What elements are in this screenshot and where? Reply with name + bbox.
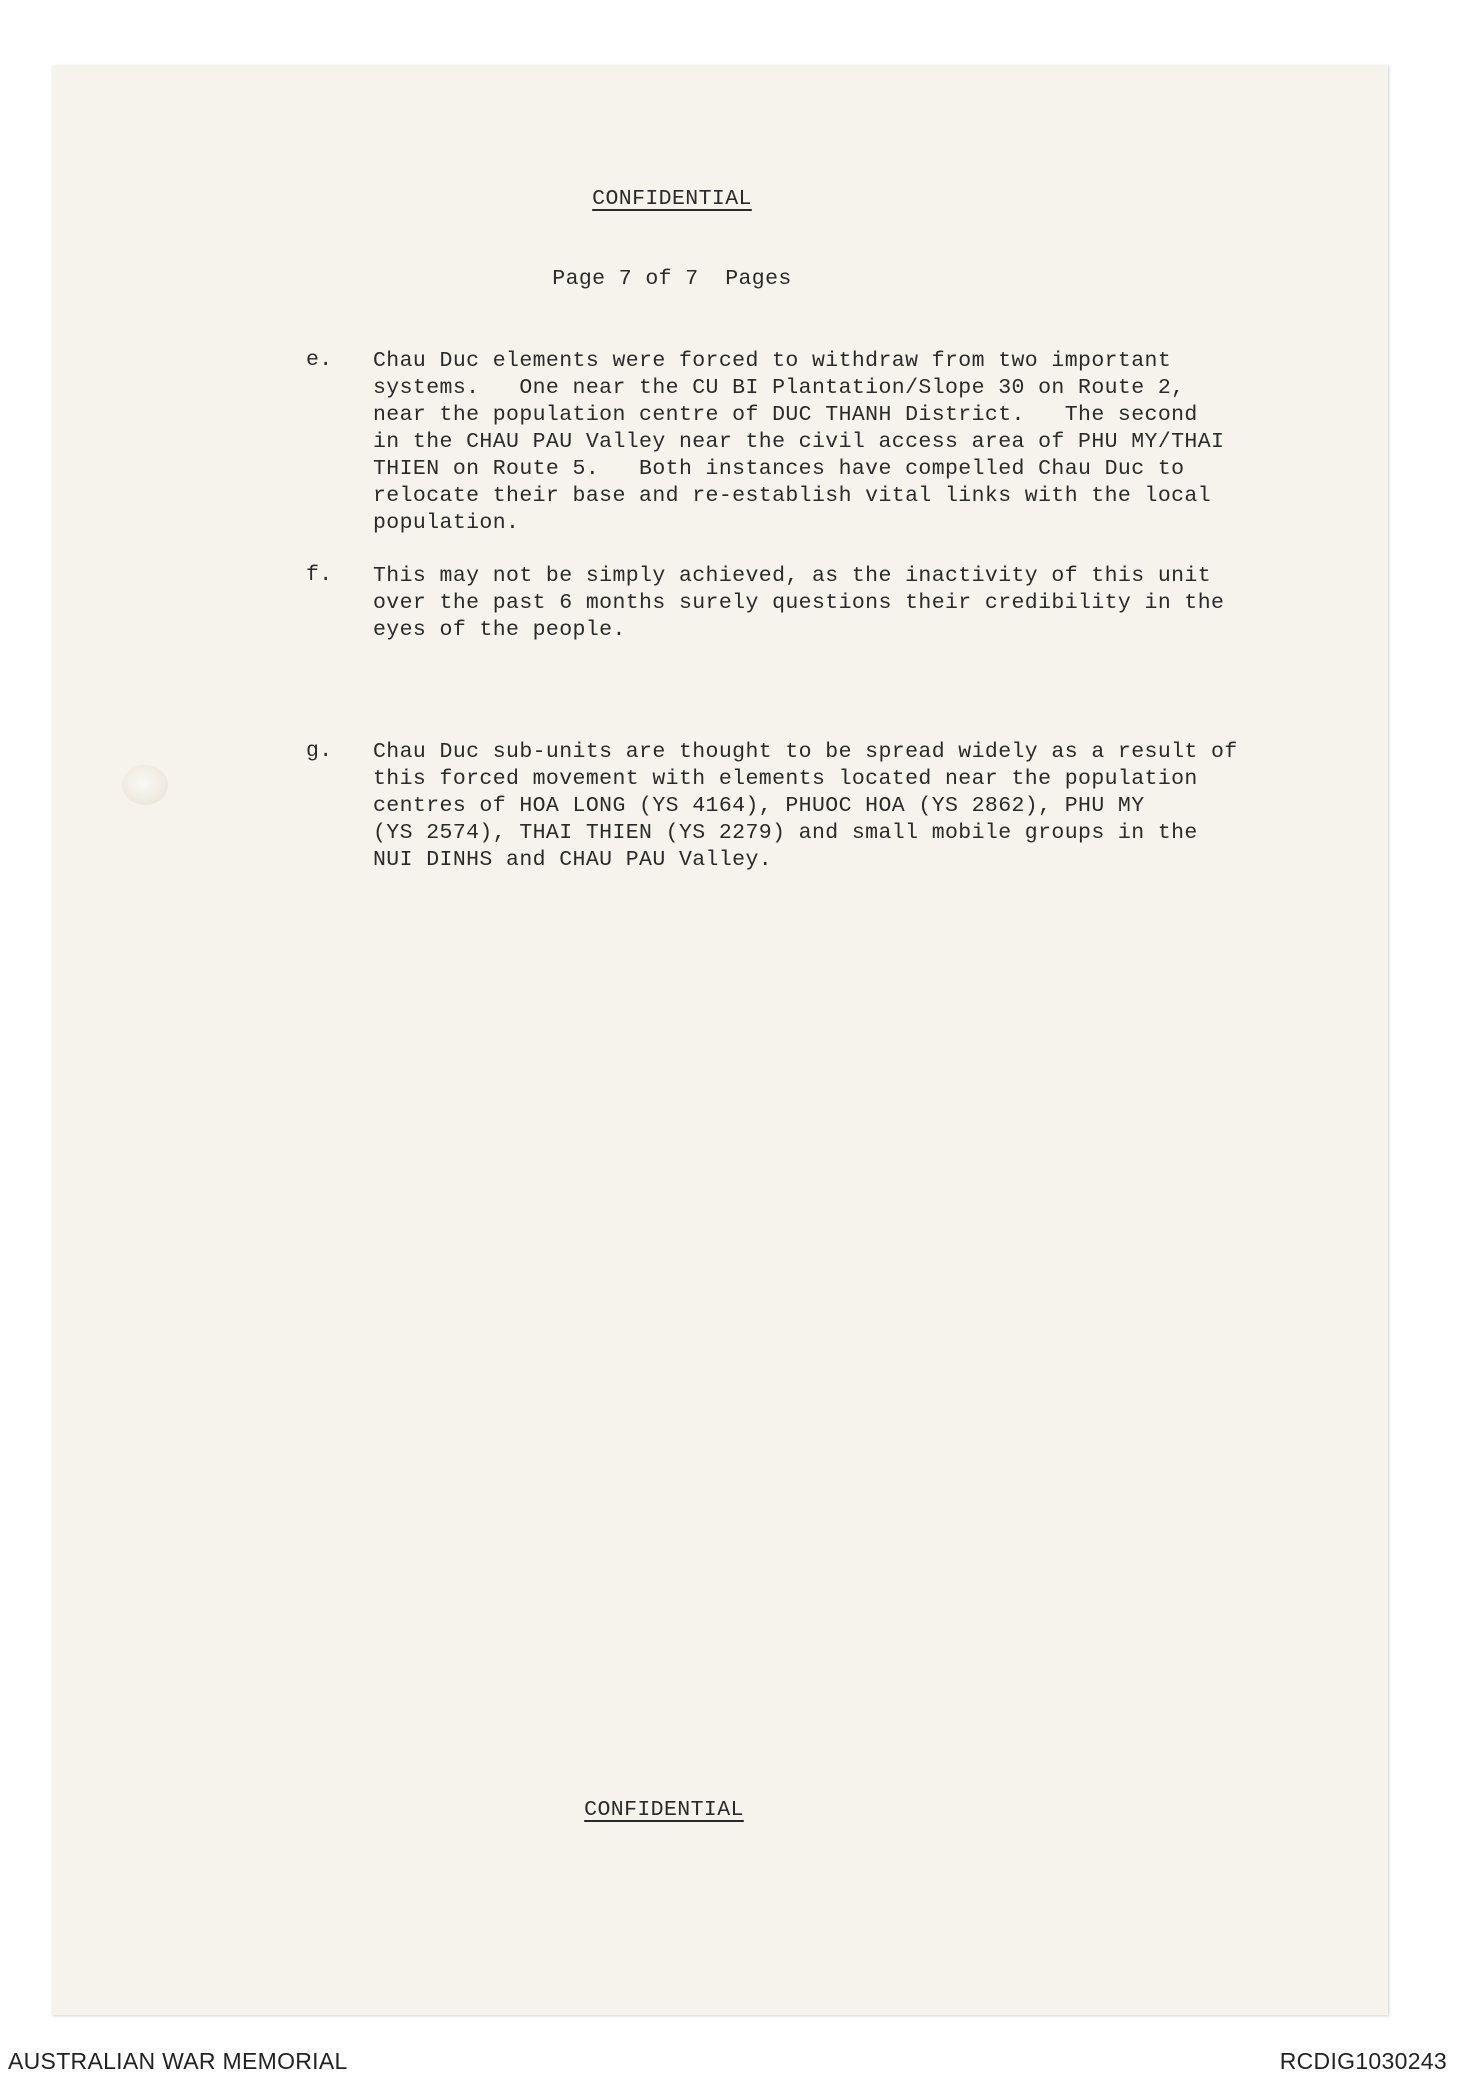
text-line: population. — [373, 511, 520, 535]
text-line: over the past 6 months surely questions their credibility in the — [373, 591, 1225, 615]
text-line: near the population centre of DUC THANH District. The second — [373, 403, 1198, 427]
document-page — [52, 65, 1388, 2015]
paragraph-text — [373, 739, 1238, 874]
paragraph-text — [373, 348, 1224, 537]
text-line: relocate their base and re-establish vital links with the local — [373, 484, 1212, 508]
paragraph-text — [373, 563, 1224, 644]
text-line: This may not be simply achieved, as the inactivity of this unit — [373, 564, 1212, 588]
punch-hole-mark — [122, 765, 168, 805]
text-line: NUI DINHS and CHAU PAU Valley. — [373, 848, 773, 872]
text-line: (YS 2574), THAI THIEN (YS 2279) and small mobile groups in the — [373, 821, 1198, 845]
header-classification: CONFIDENTIAL — [592, 187, 752, 211]
page-indicator: Page 7 of 7 Pages — [552, 267, 792, 291]
text-line: this forced movement with elements located near the population — [373, 767, 1198, 791]
archive-credit: AUSTRALIAN WAR MEMORIAL — [8, 2048, 348, 2074]
footer-classification: CONFIDENTIAL — [584, 1798, 744, 1822]
text-line: Chau Duc elements were forced to withdraw from two important — [373, 349, 1172, 373]
text-line: systems. One near the CU BI Plantation/Slope 30 on Route 2, — [373, 376, 1185, 400]
paragraph-letter: e. — [306, 348, 333, 372]
text-line: THIEN on Route 5. Both instances have compelled Chau Duc to — [373, 457, 1185, 481]
paragraph-letter: g. — [306, 739, 333, 763]
text-line: in the CHAU PAU Valley near the civil access area of PHU MY/THAI — [373, 430, 1225, 454]
paragraph-letter: f. — [306, 563, 333, 587]
text-line: Chau Duc sub-units are thought to be spread widely as a result of — [373, 740, 1238, 764]
archive-reference-id: RCDIG1030243 — [1279, 2048, 1447, 2074]
text-line: eyes of the people. — [373, 618, 626, 642]
text-line: centres of HOA LONG (YS 4164), PHUOC HOA (YS 2862), PHU MY — [373, 794, 1145, 818]
